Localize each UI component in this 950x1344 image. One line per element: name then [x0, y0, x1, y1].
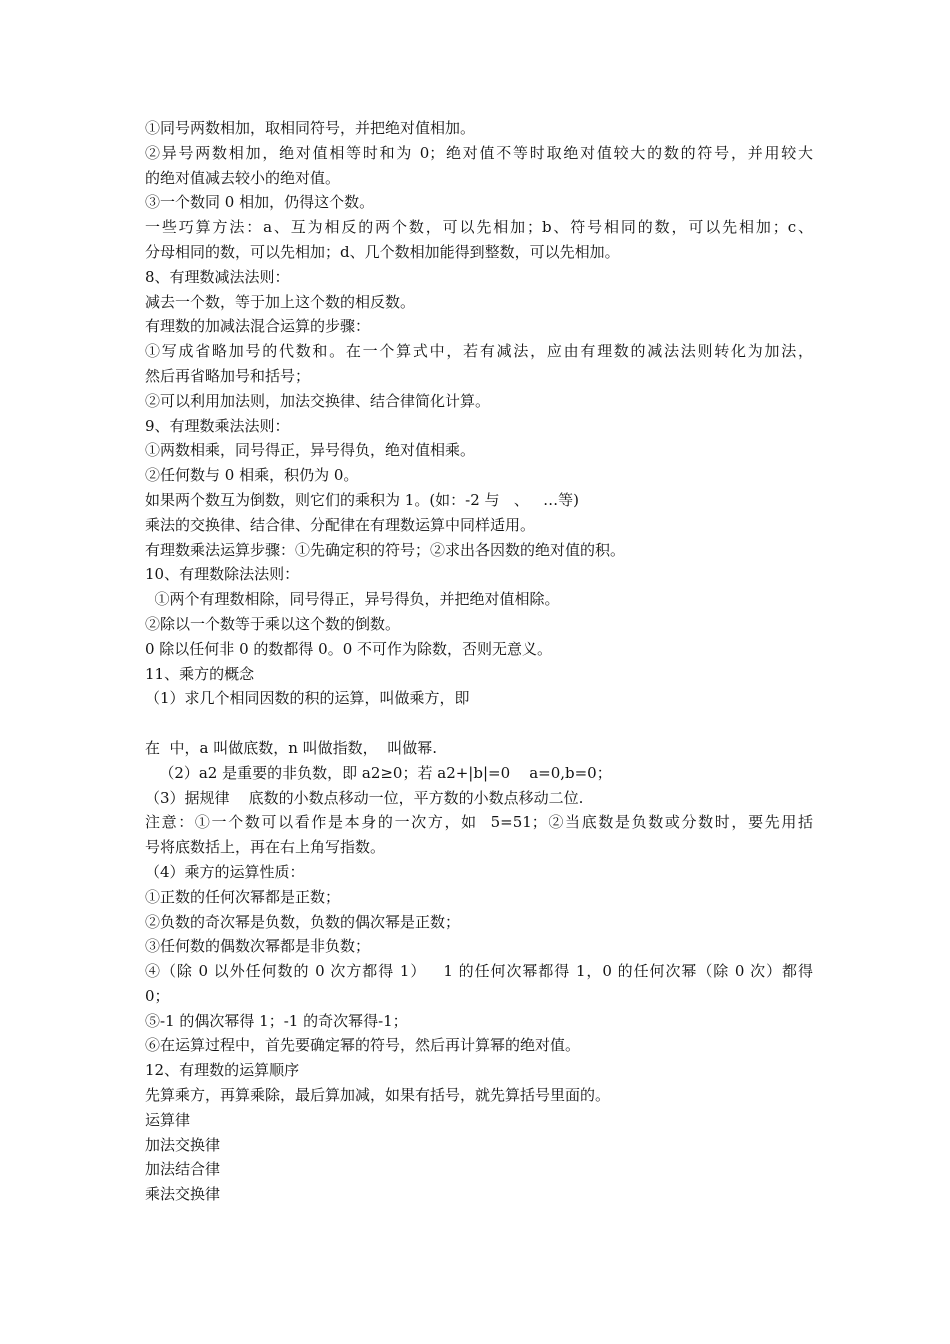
text-line: 0；	[145, 986, 170, 1005]
text-line: （1）求几个相同因数的积的运算，叫做乘方，即	[145, 689, 470, 708]
text-line: ②可以利用加法则，加法交换律、结合律简化计算。	[145, 391, 491, 410]
text-line: ③任何数的偶数次幂都是非负数；	[145, 937, 371, 956]
text-line: 减去一个数，等于加上这个数的相反数。	[145, 292, 416, 311]
section-heading: 12、有理数的运算顺序	[145, 1061, 300, 1080]
text-line: 乘法交换律	[145, 1185, 221, 1204]
text-line: 在 中，a 叫做底数，n 叫做指数， 叫做幂.	[145, 738, 437, 757]
text-line: 一些巧算方法：a、互为相反的两个数，可以先相加；b、符号相同的数，可以先相加；c、	[145, 218, 813, 237]
section-heading: 10、有理数除法法则：	[145, 565, 300, 584]
text-line: ④（除 0 以外任何数的 0 次方都得 1） 1 的任何次幂都得 1，0 的任何次幂（除 0 次）都得	[145, 962, 813, 981]
text-line: 然后再省略加号和括号；	[145, 366, 311, 385]
text-line: ⑤-1 的偶次幂得 1；-1 的奇次幂得-1；	[145, 1011, 408, 1030]
text-line: 如果两个数互为倒数，则它们的乘积为 1。(如：-2 与 、 …等)	[145, 490, 580, 509]
text-line: 号将底数括上，再在右上角写指数。	[145, 838, 386, 857]
text-line: ②除以一个数等于乘以这个数的倒数。	[145, 614, 401, 633]
text-line: 先算乘方，再算乘除，最后算加减，如果有括号，就先算括号里面的。	[145, 1086, 611, 1105]
blank-line	[145, 711, 813, 736]
text-line: 有理数的加减法混合运算的步骤：	[145, 317, 371, 336]
text-line: ②负数的奇次幂是负数，负数的偶次幂是正数；	[145, 912, 461, 931]
document-body	[145, 116, 813, 1207]
text-line: ①两个有理数相除，同号得正，异号得负，并把绝对值相除。	[145, 590, 560, 609]
text-line: 加法结合律	[145, 1160, 221, 1179]
text-line: 有理数乘法运算步骤：①先确定积的符号；②求出各因数的绝对值的积。	[145, 540, 626, 559]
text-line: ②任何数与 0 相乘，积仍为 0。	[145, 466, 359, 485]
text-line: （4）乘方的运算性质：	[145, 862, 305, 881]
section-heading: 11、乘方的概念	[145, 664, 255, 683]
text-line: ①写成省略加号的代数和。在一个算式中，若有减法，应由有理数的减法法则转化为加法，	[145, 342, 813, 361]
text-line: ①正数的任何次幂都是正数；	[145, 887, 341, 906]
text-line: 分母相同的数，可以先相加；d、几个数相加能得到整数，可以先相加。	[145, 242, 620, 261]
text-line: （3）据规律 底数的小数点移动一位，平方数的小数点移动二位.	[145, 788, 584, 807]
section-heading: 9、有理数乘法法则：	[145, 416, 290, 435]
text-line: （2）a2 是重要的非负数，即 a2≥0；若 a2+|b|=0 a=0,b=0；	[145, 763, 612, 782]
text-line: ①两数相乘，同号得正，异号得负，绝对值相乘。	[145, 441, 476, 460]
text-line: 乘法的交换律、结合律、分配律在有理数运算中同样适用。	[145, 515, 536, 534]
text-line: ③一个数同 0 相加，仍得这个数。	[145, 193, 375, 212]
text-line: ⑥在运算过程中，首先要确定幂的符号，然后再计算幂的绝对值。	[145, 1036, 581, 1055]
text-line: ①同号两数相加，取相同符号，并把绝对值相加。	[145, 119, 476, 137]
text-line: 加法交换律	[145, 1135, 221, 1154]
text-line: 的绝对值减去较小的绝对值。	[145, 168, 341, 187]
text-line: 运算律	[145, 1110, 191, 1129]
section-heading: 8、有理数减法法则：	[145, 267, 290, 286]
text-line: ②异号两数相加，绝对值相等时和为 0；绝对值不等时取绝对值较大的数的符号，并用较大	[145, 143, 813, 162]
text-line: 注意：①一个数可以看作是本身的一次方，如 5=51；②当底数是负数或分数时，要先用括	[145, 813, 813, 832]
text-line: 0 除以任何非 0 的数都得 0。0 不可作为除数，否则无意义。	[145, 639, 553, 658]
